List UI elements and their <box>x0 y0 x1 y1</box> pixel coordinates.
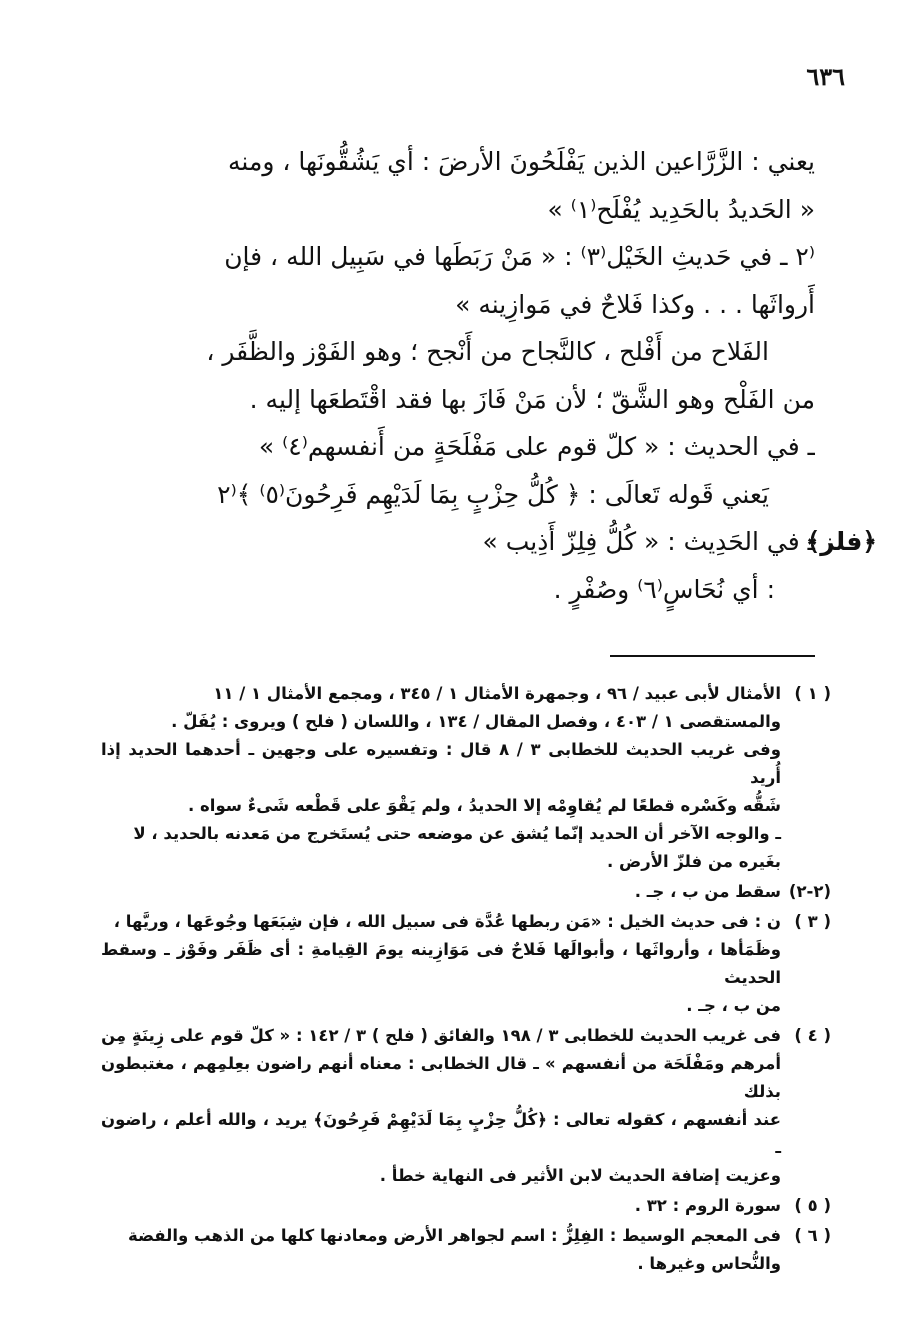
footnote-line: والنُّحاس وغيرها . <box>637 1254 781 1273</box>
main-line: من الفَلْح وهو الشَّقّ ؛ لأن مَنْ فَازَ بها فقد اقْتَطعَها إليه . <box>249 384 815 414</box>
footnote-line: من ب ، جـ . <box>686 996 781 1015</box>
main-line: : أي نُحَاسٍ⁽٦⁾ وصُفْرٍ . <box>553 574 775 604</box>
main-text <box>105 138 877 613</box>
footnote-line: وعزيت إضافة الحديث لابن الأثير فى النهاية خطأ . <box>379 1166 781 1185</box>
footnote-body <box>101 680 781 876</box>
main-line: يعني : الزَّرَّاعين الذين يَفْلَحُونَ الأرضَ : أي يَشُقُّونَها ، ومنه <box>228 147 815 176</box>
footnote-number: ( ٥ ) <box>794 1196 831 1215</box>
main-line: يَعني قَوله تَعالَى : ﴿ كُلُّ حِزْبٍ بِمَا لَدَيْهِم فَرِحُونَ⁽٥⁾ ﴾⁽٢ <box>217 479 769 509</box>
main-line: ـ في الحديث : « كلّ قوم على مَفْلَحَةٍ من أَنفسهم⁽٤⁾ » <box>258 432 815 461</box>
footnote-line: وفى غريب الحديث للخطابى ٣ / ٨ قال : وتفسيره على وجهين ـ أحدهما الحديد إذا أُريد <box>101 740 781 787</box>
footnote-line: سقط من ب ، جـ . <box>634 882 781 901</box>
footnote <box>101 878 831 906</box>
main-entry-row <box>105 518 877 566</box>
main-line: ⁽٢ ـ في حَديثِ الخَيْل⁽٣⁾ : « مَنْ رَبَطَها في سَبِيل الله ، فإن <box>224 242 815 271</box>
footnote-line: الأمثال لأبى عبيد / ٩٦ ، وجمهرة الأمثال ١ / ٣٤٥ ، ومجمع الأمثال ١ / ١١ <box>213 684 781 703</box>
footnote <box>101 908 831 1020</box>
footnote-line: سورة الروم : ٣٢ . <box>634 1196 781 1215</box>
main-line: « الحَديدُ بالحَدِيد يُفْلَح⁽١⁾ » <box>547 194 815 224</box>
footnote-body <box>101 878 781 906</box>
footnote-body <box>101 1222 781 1278</box>
footnote-number: ( ٣ ) <box>794 912 831 931</box>
footnote-line: بغَيره من فلزّ الأرض . <box>607 852 781 871</box>
footnote <box>101 1192 831 1220</box>
footnote-body <box>101 1022 781 1190</box>
page-number: ٦٣٦ <box>806 62 845 91</box>
footnote <box>101 1222 831 1278</box>
footnote-line: فى غريب الحديث للخطابى ٣ / ١٩٨ والفائق ( فلح ) ٣ / ١٤٢ : « كلّ قوم على زِينَةٍ مِن <box>101 1026 781 1045</box>
footnote-line: ـ والوجه الآخر أن الحديد إنّما يُشق عن موضعه حتى يُستَخرج من مَعدنه بالحديد ، لا <box>133 824 781 843</box>
footnote-number: ( ١ ) <box>794 684 831 703</box>
footnote-line: أمرهم ومَفْلَحَة من أنفسهم » ـ قال الخطابى : معناه أنهم راضون بعِلمِهم ، مغتبطون بذلك <box>101 1054 781 1101</box>
footnote <box>101 680 831 876</box>
footnote-number: ( ٦ ) <box>794 1226 831 1245</box>
footnotes <box>101 680 831 1280</box>
footnote-line: والمستقصى ١ / ٤٠٣ ، وفصل المقال / ١٣٤ ، واللسان ( فلح ) ويروى : يُفَلّ . <box>171 712 781 731</box>
main-line: الفَلاح من أَفْلح ، كالنَّجاح من أَنْجح ؛ وهو الفَوْز والظَّفَر ، <box>206 337 769 366</box>
footnote-number: (٢-٢) <box>788 882 831 901</box>
footnote <box>101 1022 831 1190</box>
footnote-line: فى المعجم الوسيط : الفِلِزُّ : اسم لجواهر الأرض ومعادنها كلها من الذهب والفضة <box>128 1226 781 1245</box>
main-line: ـ في الحَدِيث : « كُلُّ فِلِزّ أَذِيب » <box>482 527 815 556</box>
footnote-body <box>101 908 781 1020</box>
footnote-body <box>101 1192 781 1220</box>
main-line: أَرواثَها . . . وكذا فَلاحٌ في مَوازِينه » <box>455 289 815 319</box>
footnote-line: شَقُّه وكَسْره قطعًا لم يُقاوِمْه إلا الحديدُ ، ولم يَقْوَ على قَطْعه شَىءٌ سواه . <box>188 796 781 815</box>
headword: ﴿فلز﴾ <box>805 527 877 556</box>
footnote-line: ن : فى حديث الخيل : «مَن ربطها عُدَّة فى سبيل الله ، فإن شِبَعَها وجُوعَها ، وريَّها ، <box>113 912 781 931</box>
footnote-line: عند أنفسهم ، كقوله تعالى : ﴿كُلُّ حِزْبٍ بِمَا لَدَيْهِمْ فَرِحُونَ﴾ يريد ، والله أعلم ، راضون ـ <box>101 1110 781 1157</box>
footnote-number: ( ٤ ) <box>794 1026 831 1045</box>
footnote-line: وظَمَأها ، وأرواثَها ، وأبوالَها فَلاحٌ فى مَوَازِينه يومَ القِيامةِ : أى ظَفَر وفَوْز ـ وسقط الحديث <box>101 940 781 987</box>
footnote-divider <box>610 655 815 657</box>
